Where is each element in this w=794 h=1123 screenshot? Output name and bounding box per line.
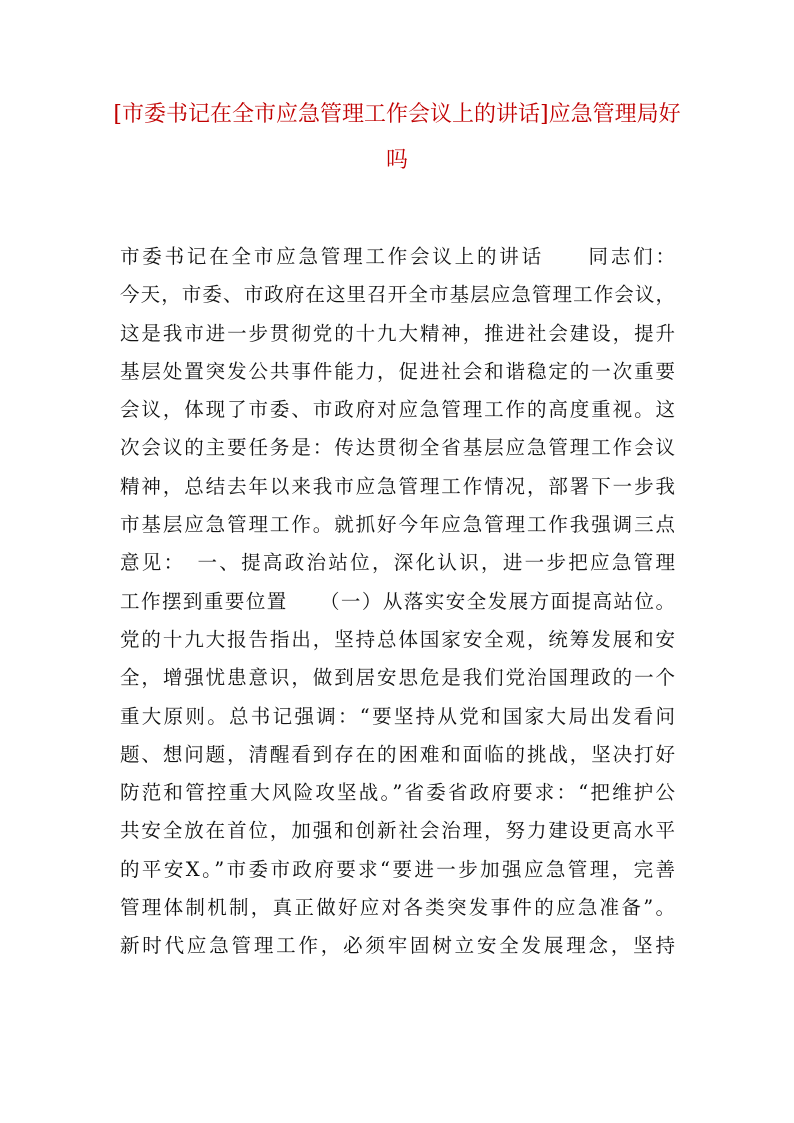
body-line: 工作摆到重要位置 （一）从落实安全发展方面提高站位。 [120, 589, 676, 613]
body-line: 的平安X。”市委市政府要求“要进一步加强应急管理，完善 [120, 857, 676, 881]
body-line: 全，增强忧患意识，做到居安思危是我们党治国理政的一个 [120, 666, 676, 690]
document-title: [市委书记在全市应急管理工作会议上的讲话]应急管理局好吗 [113, 102, 681, 173]
body-line: 党的十九大报告指出，坚持总体国家安全观，统筹发展和安 [120, 627, 676, 651]
document-body [120, 238, 676, 966]
body-line: 市基层应急管理工作。就抓好今年应急管理工作我强调三点 [120, 513, 676, 537]
body-line: 共安全放在首位，加强和创新社会治理，努力建设更高水平 [120, 819, 676, 843]
body-line: 管理体制机制，真正做好应对各类突发事件的应急准备”。 [120, 896, 676, 920]
body-line: 精神，总结去年以来我市应急管理工作情况，部署下一步我 [120, 474, 676, 498]
body-line: 这是我市进一步贯彻党的十九大精神，推进社会建设，提升 [120, 321, 676, 345]
body-line: 基层处置突发公共事件能力，促进社会和谐稳定的一次重要 [120, 359, 676, 383]
body-line: 意见： 一、提高政治站位，深化认识，进一步把应急管理 [120, 551, 676, 575]
body-line: 重大原则。总书记强调：“要坚持从党和国家大局出发看问 [120, 704, 676, 728]
body-line: 题、想问题，清醒看到存在的困难和面临的挑战，坚决打好 [120, 742, 676, 766]
body-line: 市委书记在全市应急管理工作会议上的讲话 同志们： [120, 245, 676, 268]
body-line: 新时代应急管理工作，必须牢固树立安全发展理念，坚持 [120, 934, 676, 958]
body-line: 次会议的主要任务是：传达贯彻全省基层应急管理工作会议 [120, 436, 676, 460]
body-line: 会议，体现了市委、市政府对应急管理工作的高度重视。这 [120, 398, 676, 422]
body-line: 今天，市委、市政府在这里召开全市基层应急管理工作会议， [120, 283, 676, 307]
body-line: 防范和管控重大风险攻坚战。”省委省政府要求：“把维护公 [120, 781, 676, 805]
